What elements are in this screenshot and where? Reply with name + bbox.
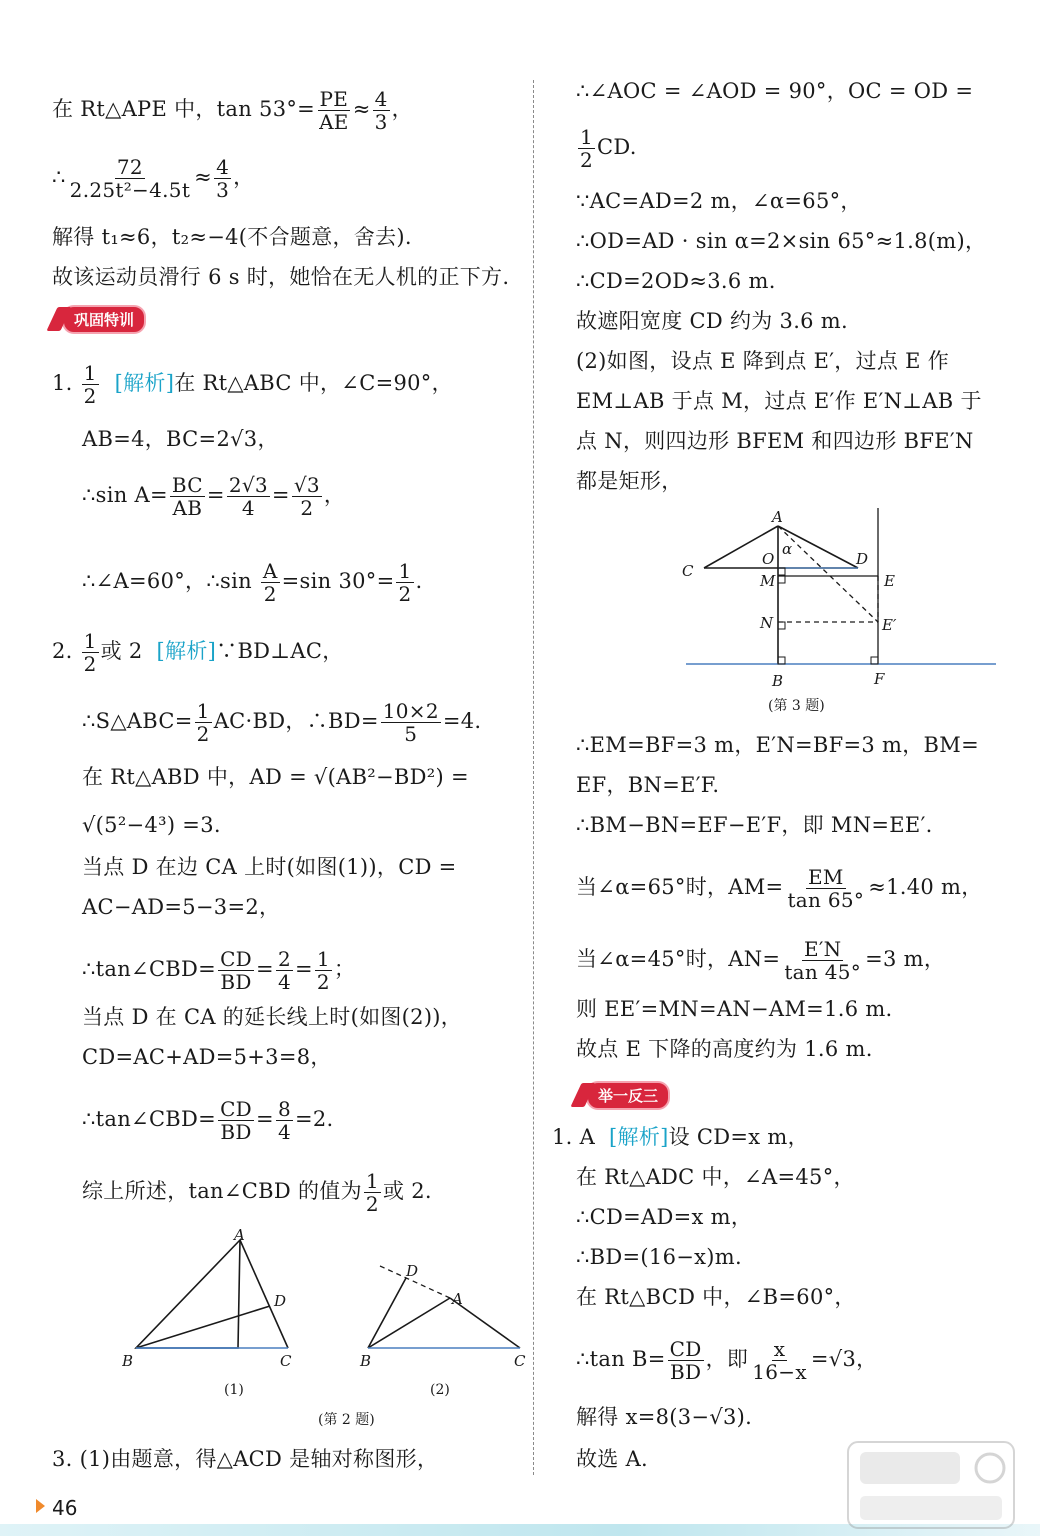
fraction-numerator: CD	[669, 1337, 702, 1361]
fraction	[396, 560, 413, 605]
page-marker-icon	[36, 1499, 45, 1513]
text: AC·BD，∴BD=	[213, 709, 379, 733]
q-number: 2	[52, 639, 66, 663]
r-line5: ∴CD=2OD≈3.6 m.	[576, 269, 776, 293]
label-b: B	[360, 1352, 372, 1370]
q1-line3: ∴sin A= $\frac{BC}{AB}$ = $\frac{2√3}{4}$ = $\frac{√3}{2}$ ，	[82, 473, 346, 520]
text: 或 2	[100, 639, 143, 663]
label-c: C	[514, 1352, 526, 1370]
text: ∴	[52, 165, 66, 189]
label-e: E	[884, 572, 895, 590]
fraction-denominator: 2	[365, 1192, 379, 1216]
label-m: M	[760, 572, 776, 590]
q3-line1: 3. (1)由题意，得△ACD 是轴对称图形，	[52, 1447, 439, 1471]
watermark-logo	[846, 1440, 1016, 1530]
line-conclusion: 故该运动员滑行 6 s 时，她恰在无人机的正下方.	[52, 265, 510, 289]
fraction-numerator: 1	[316, 947, 330, 971]
label-a: A	[234, 1226, 245, 1244]
q1-head	[52, 362, 453, 407]
fraction	[214, 156, 231, 201]
label-b: B	[122, 1352, 134, 1370]
q2-line11	[82, 1170, 432, 1215]
fraction	[82, 362, 99, 407]
right-angle-n	[778, 622, 785, 629]
r-line2	[576, 126, 637, 171]
fraction	[68, 156, 193, 201]
text: =3 m，	[865, 947, 946, 971]
text: =2.	[294, 1107, 334, 1131]
fraction	[82, 630, 99, 675]
r-line16: 则 EE′=MN=AN−AM=1.6 m.	[576, 997, 893, 1021]
r-line11: ∴EM=BF=3 m，E′N=BF=3 m，BM=	[576, 733, 979, 757]
text: =√3，	[810, 1347, 878, 1371]
fraction	[170, 474, 205, 519]
q1-line4	[82, 560, 422, 605]
r-line8: EM⊥AB 于点 M，过点 E′作 E′N⊥AB 于	[576, 389, 982, 413]
figure-q2	[122, 1226, 542, 1436]
line-solve-t: 解得 t₁≈6，t₂≈−4(不合题意，舍去).	[52, 225, 412, 249]
fraction-numerator: PE	[319, 87, 349, 111]
r-line3: ∵AC=AD=2 m，∠α=65°，	[576, 189, 862, 213]
fraction	[782, 938, 863, 983]
fraction-denominator: 4	[241, 496, 255, 520]
fraction	[195, 700, 212, 745]
figure-q2-1	[122, 1226, 292, 1398]
text: CD.	[597, 135, 637, 159]
fraction-numerator: BC	[171, 473, 203, 497]
fraction-denominator: 2	[580, 148, 594, 172]
text: ∴tan∠CBD=	[82, 1107, 217, 1131]
s-line1	[552, 1124, 809, 1150]
fraction-denominator: 2.25t²−4.5t	[69, 178, 191, 202]
text: ∴sin A=	[82, 483, 168, 507]
fraction-denominator: BD	[669, 1360, 702, 1384]
label-b: B	[772, 672, 784, 690]
figure-caption: (第 2 题)	[318, 1412, 375, 1428]
caption-2: (2)	[430, 1382, 450, 1398]
r-line15	[576, 938, 945, 983]
r-line4: ∴OD=AD · sin α=2×sin 65°≈1.8(m)，	[576, 229, 987, 253]
fraction-denominator: 16−x	[752, 1360, 807, 1384]
fraction-denominator: 2	[83, 652, 97, 676]
q2-line6: AC−AD=5−3=2，	[82, 895, 281, 919]
r-line6: 故遮阳宽度 CD 约为 3.6 m.	[576, 309, 848, 333]
right-angle-m	[778, 576, 785, 583]
fraction	[785, 866, 866, 911]
text: 当∠α=65°时，AM=	[576, 875, 784, 899]
text: =sin 30°=	[281, 569, 395, 593]
r-line17: 故点 E 下降的高度约为 1.6 m.	[576, 1037, 873, 1061]
text: ∴tan∠CBD=	[82, 957, 217, 981]
s-line4: ∴BD=(16−x)m.	[576, 1245, 742, 1269]
text: ，	[233, 165, 255, 189]
column-divider	[533, 80, 534, 1475]
r-line12: EF，BN=E′F.	[576, 773, 720, 797]
label-c: C	[682, 562, 694, 580]
caption-1: (1)	[224, 1382, 244, 1398]
label-a: A	[452, 1290, 463, 1308]
fraction-numerator: x	[773, 1337, 786, 1361]
label-c: C	[280, 1352, 292, 1370]
q2-line10: ∴tan∠CBD= $\frac{CD}{BD}$ = $\frac{8}{4}$ =2.	[82, 1097, 334, 1144]
fraction	[276, 1098, 293, 1143]
fraction-denominator: 2	[83, 384, 97, 408]
fraction-numerator: 1	[398, 559, 412, 583]
fraction-denominator: 5	[404, 722, 418, 746]
q2-line2	[82, 700, 481, 745]
watermark-url-block	[860, 1496, 1002, 1520]
fraction-denominator: 2	[316, 970, 330, 994]
segment-ba	[368, 1298, 450, 1348]
text: 设 CD=x m，	[668, 1125, 809, 1149]
fraction-denominator: 2	[263, 582, 277, 606]
q1-line2: AB=4，BC=2√3，	[82, 427, 279, 451]
fraction-denominator: BD	[220, 970, 252, 994]
right-angle-f	[871, 657, 878, 664]
line-tan53	[52, 88, 413, 133]
r-line13: ∴BM−BN=EF−E′F，即 MN=EE′.	[576, 813, 933, 837]
fraction	[364, 1170, 381, 1215]
fraction-numerator: 4	[216, 155, 230, 179]
fraction-numerator: 10×2	[382, 699, 439, 723]
label-d: D	[274, 1292, 287, 1310]
right-angle-o	[778, 568, 785, 575]
text: ≈	[194, 165, 213, 189]
badge-label: 巩固特训	[62, 305, 146, 334]
watermark-glyph-block	[860, 1452, 960, 1484]
section-badge-extend	[576, 1082, 670, 1108]
fraction-numerator: 72	[116, 155, 143, 179]
figure-q3	[676, 504, 1016, 720]
fraction	[750, 1338, 809, 1383]
fraction-denominator: 3	[216, 178, 230, 202]
fraction-numerator: 1	[365, 1169, 379, 1193]
text: ；	[333, 957, 356, 981]
fraction-denominator: 2	[196, 722, 210, 746]
q-number: 1.	[52, 371, 80, 395]
right-angle-b	[778, 657, 785, 664]
page-number: 46	[52, 1496, 78, 1520]
fraction	[218, 1098, 254, 1143]
fraction	[373, 88, 390, 133]
text: ∵BD⊥AC，	[216, 639, 344, 663]
fraction-denominator: 3	[374, 110, 388, 134]
fraction-denominator: 2	[398, 582, 412, 606]
label-alpha: α	[782, 540, 793, 558]
q2-line4: √(5²−4³) =3.	[82, 813, 221, 837]
fraction	[276, 948, 293, 993]
label-o: O	[762, 550, 775, 568]
label-n: N	[760, 614, 774, 632]
label-d: D	[856, 550, 869, 568]
fraction-denominator: AB	[172, 496, 203, 520]
fraction	[317, 88, 351, 133]
q-number: 1. A	[552, 1125, 596, 1149]
label-a: A	[772, 508, 783, 526]
r-line7: (2)如图，设点 E 降到点 E′，过点 E 作	[576, 349, 950, 373]
dashed-ae-prime	[778, 526, 878, 622]
q2-line9: CD=AC+AD=5+3=8，	[82, 1045, 332, 1069]
badge-label: 举一反三	[586, 1081, 670, 1110]
segment-bd	[368, 1278, 406, 1348]
text: ∴∠A=60°，∴sin	[82, 569, 259, 593]
fraction	[227, 474, 270, 519]
r-line9: 点 N，则四边形 BFEM 和四边形 BFE′N	[576, 429, 974, 453]
text: ，即	[705, 1347, 749, 1371]
label-e-prime: E′	[882, 616, 897, 634]
fraction-numerator: √3	[293, 473, 320, 497]
fraction-numerator: EM	[808, 865, 844, 889]
fraction-numerator: E′N	[803, 937, 842, 961]
fraction-numerator: 8	[277, 1097, 291, 1121]
text: ∴S△ABC=	[82, 709, 193, 733]
q2-line7: ∴tan∠CBD= $\frac{CD}{BD}$ = $\frac{2}{4}$ = $\frac{1}{2}$ ；	[82, 947, 356, 994]
label-f: F	[874, 670, 885, 688]
fraction-numerator: 2√3	[228, 473, 268, 497]
q2-head: 2. $\frac{1}{2}$ 或 2 [解析]∵BD⊥AC，	[52, 629, 344, 676]
q2-line5: 当点 D 在边 CA 上时(如图(1))，CD =	[82, 855, 457, 879]
text: ，	[323, 483, 346, 507]
fraction-numerator: 1	[196, 699, 210, 723]
text: 当∠α=45°时，AN=	[576, 947, 781, 971]
fraction-numerator: 1	[580, 125, 594, 149]
fraction-denominator: AE	[319, 110, 349, 134]
jiexi-tag: [解析]	[114, 371, 175, 395]
fraction-numerator: CD	[220, 947, 253, 971]
fraction-numerator: 1	[83, 361, 97, 385]
text: ∴tan B=	[576, 1347, 666, 1371]
text: ≈1.40 m，	[868, 875, 983, 899]
text: 在 Rt△ABC 中，∠C=90°，	[174, 371, 453, 395]
fraction	[292, 474, 322, 519]
fraction	[381, 700, 441, 745]
text: .	[415, 569, 423, 593]
fraction-denominator: 2	[300, 496, 314, 520]
fraction-numerator: 2	[277, 947, 291, 971]
label-d: D	[406, 1262, 419, 1280]
figure-caption: (第 3 题)	[768, 698, 825, 714]
fraction-numerator: A	[262, 559, 278, 583]
section-badge-consolidate	[52, 306, 146, 332]
q2-line3: 在 Rt△ABD 中，AD = √(AB²−BD²) =	[82, 765, 469, 789]
s-line8: 故选 A.	[576, 1447, 649, 1471]
fraction-denominator: tan 45°	[784, 960, 862, 984]
fraction-numerator: 1	[83, 629, 97, 653]
fraction	[218, 948, 254, 993]
fraction-denominator: 4	[277, 1120, 291, 1144]
text: 在 Rt△APE 中，tan 53°=	[52, 97, 316, 121]
text: ，	[391, 97, 413, 121]
jiexi-tag: [解析]	[156, 639, 217, 663]
fraction-numerator: CD	[220, 1097, 253, 1121]
fraction	[261, 560, 280, 605]
fraction-denominator: 4	[277, 970, 291, 994]
text: =4.	[442, 709, 482, 733]
fraction-denominator: BD	[220, 1120, 252, 1144]
fraction	[668, 1338, 704, 1383]
s-line5: 在 Rt△BCD 中，∠B=60°，	[576, 1285, 856, 1309]
r-line1: ∴∠AOC = ∠AOD = 90°，OC = OD =	[576, 79, 974, 103]
fraction	[315, 948, 332, 993]
s-line6	[576, 1338, 877, 1383]
fraction-numerator: 4	[374, 87, 388, 111]
r-line10: 都是矩形，	[576, 469, 683, 493]
fraction	[578, 126, 595, 171]
figure-q2-2	[359, 1262, 526, 1398]
text: 或 2.	[382, 1179, 432, 1203]
s-line7: 解得 x=8(3−√3).	[576, 1405, 753, 1429]
jiexi-tag: [解析]	[609, 1125, 669, 1149]
r-line14	[576, 866, 983, 911]
s-line2: 在 Rt△ADC 中，∠A=45°，	[576, 1165, 855, 1189]
line-72-over	[52, 156, 254, 201]
s-line3: ∴CD=AD=x m，	[576, 1205, 753, 1229]
text: 综上所述，tan∠CBD 的值为	[82, 1179, 362, 1203]
q2-line8: 当点 D 在 CA 的延长线上时(如图(2))，	[82, 1005, 463, 1029]
text: ≈	[352, 97, 371, 121]
fraction-denominator: tan 65°	[787, 888, 865, 912]
watermark-circle	[976, 1454, 1004, 1482]
